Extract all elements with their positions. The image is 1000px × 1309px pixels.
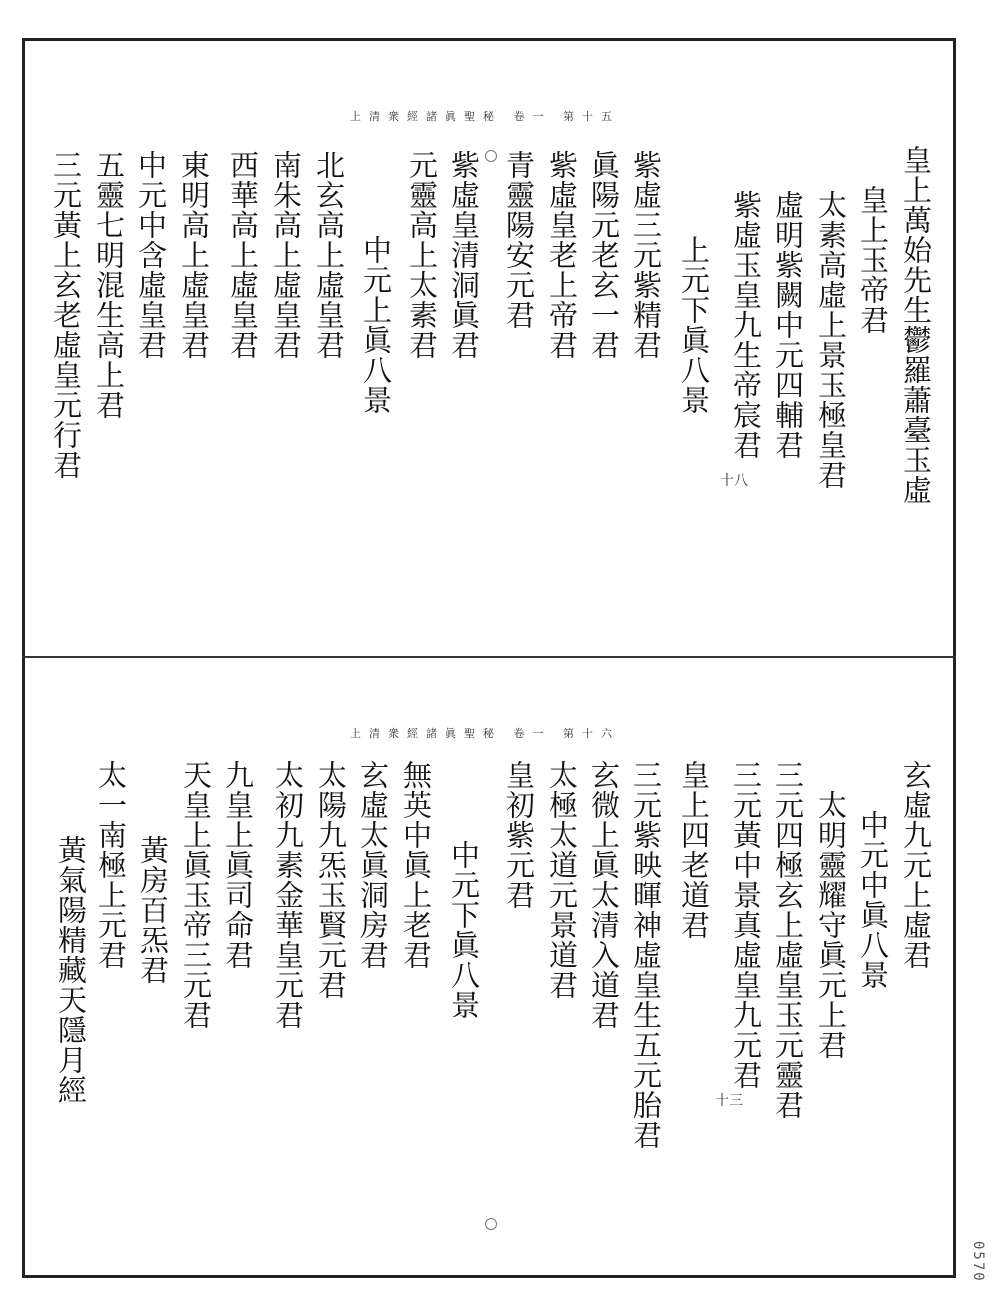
top-col-2: 皇上玉帝君	[856, 185, 890, 335]
bottom-col-2: 中元中眞八景	[856, 810, 890, 990]
top-col-15: 南朱高上虛皇君	[269, 150, 303, 360]
top-col-6: 上元下眞八景	[677, 235, 711, 415]
top-col-13: 中元上眞八景	[359, 235, 393, 415]
bottom-col-8: 玄微上眞太清入道君	[587, 760, 621, 1030]
archive-page-number: 0570	[970, 1241, 986, 1283]
top-running-title: 上清衆經諸眞聖秘 卷一 第十五	[350, 110, 620, 123]
bottom-col-15: 太初九素金華皇元君	[271, 760, 305, 1030]
bottom-folio: 十三	[715, 1093, 743, 1109]
top-col-3: 太素高虛上景玉極皇君	[814, 190, 848, 490]
bottom-col-20: 黃氣陽精藏天隱月經	[54, 835, 88, 1105]
bottom-col-1: 玄虛九元上虛君	[899, 760, 933, 970]
bottom-col-10: 皇初紫元君	[502, 760, 536, 910]
bottom-col-12: 無英中眞上老君	[399, 760, 433, 970]
bottom-col-4: 三元四極玄上虛皇玉元靈君	[771, 760, 805, 1120]
bottom-col-11: 中元下眞八景	[447, 840, 481, 1020]
top-col-8: 眞陽元老玄一君	[587, 150, 621, 360]
circle-mark-bottom	[485, 1218, 497, 1230]
top-col-5: 紫虛玉皇九生帝宸君	[729, 190, 763, 460]
bottom-col-19: 太一南極上元君	[94, 760, 128, 970]
top-col-18: 中元中含虛皇君	[134, 150, 168, 360]
bottom-col-16: 九皇上眞司命君	[221, 760, 255, 970]
top-col-10: 青靈陽安元君	[502, 150, 536, 330]
bottom-col-5: 三元黃中景真虛皇九元君	[729, 760, 763, 1090]
bottom-running-title: 上清衆經諸眞聖秘 卷一 第十六	[350, 727, 620, 740]
bottom-col-18: 黃房百炁君	[136, 835, 170, 985]
top-col-7: 紫虛三元紫精君	[629, 150, 663, 360]
top-col-1: 皇上萬始先生鬱羅蕭臺玉虛	[899, 145, 933, 505]
top-col-9: 紫虛皇老上帝君	[545, 150, 579, 360]
bottom-col-17: 天皇上眞玉帝三元君	[179, 760, 213, 1030]
top-col-16: 西華高上虛皇君	[226, 150, 260, 360]
bottom-col-7: 三元紫映暉神虛皇生五元胎君	[629, 760, 663, 1150]
bottom-col-9: 太極太道元景道君	[545, 760, 579, 1000]
top-col-20: 三元黃上玄老虛皇元行君	[49, 150, 83, 480]
top-folio: 十八	[720, 473, 748, 489]
bottom-col-14: 太陽九炁玉賢元君	[314, 760, 348, 1000]
top-col-19: 五靈七明混生高上君	[92, 150, 126, 420]
circle-mark	[485, 150, 497, 162]
top-col-4: 虛明紫闕中元四輔君	[771, 190, 805, 460]
top-col-14: 北玄高上虛皇君	[312, 150, 346, 360]
bottom-col-6: 皇上四老道君	[677, 760, 711, 940]
bottom-col-13: 玄虛太眞洞房君	[356, 760, 390, 970]
top-col-17: 東明高上虛皇君	[177, 150, 211, 360]
top-col-12: 元靈高上太素君	[405, 150, 439, 360]
bottom-col-3: 太明靈耀守眞元上君	[814, 790, 848, 1060]
half-page-divider	[22, 656, 956, 658]
top-col-11: 紫虛皇清洞眞君	[447, 150, 481, 360]
